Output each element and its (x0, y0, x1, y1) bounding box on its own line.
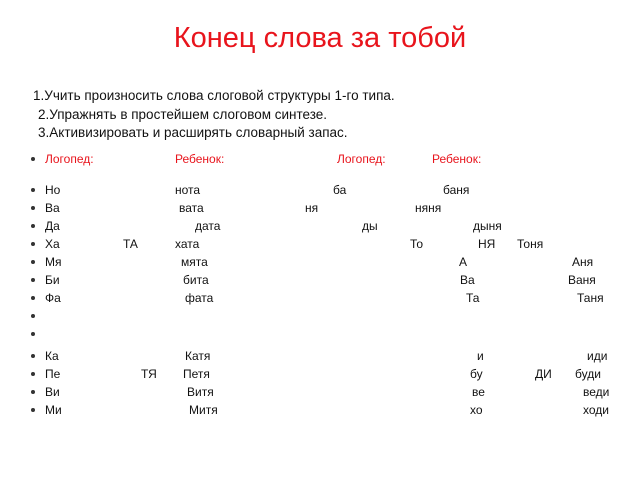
word: фата (185, 291, 214, 305)
word: нота (175, 183, 201, 197)
syllable: Ва (45, 201, 60, 215)
word: дыня (473, 219, 502, 233)
word: Аня (572, 255, 594, 269)
syllable: Би (45, 273, 60, 287)
syllable: А (459, 255, 468, 269)
bullet-icon (30, 181, 36, 199)
syllable: То (410, 237, 424, 251)
word: Петя (183, 367, 210, 381)
bullet-icon (30, 271, 36, 289)
list-item (30, 217, 630, 235)
header-row (30, 150, 630, 168)
syllable: бу (470, 367, 483, 381)
bullet-icon (30, 365, 36, 383)
list-item (30, 365, 630, 383)
list-item-empty (30, 325, 630, 343)
bullet-icon (30, 150, 36, 168)
bullet-icon (30, 289, 36, 307)
bullet-icon (30, 253, 36, 271)
word: няня (415, 201, 442, 215)
list-item (30, 383, 630, 401)
syllable: хо (470, 403, 483, 417)
goal-1: 1.Учить произносить слова слоговой структуры 1-го типа. (33, 88, 395, 103)
syllable: Ви (45, 385, 60, 399)
syllable: Да (45, 219, 60, 233)
header-child: Ребенок: (432, 152, 482, 166)
syllable: Мя (45, 255, 62, 269)
syllable: Фа (45, 291, 61, 305)
word: иди (587, 349, 608, 363)
bullet-icon (30, 401, 36, 419)
syllable: ня (305, 201, 319, 215)
word: ходи (583, 403, 609, 417)
syllable: и (477, 349, 484, 363)
word: Витя (187, 385, 214, 399)
list-item (30, 401, 630, 419)
syllable: Ха (45, 237, 60, 251)
syllable: Пе (45, 367, 61, 381)
word: бита (183, 273, 209, 287)
bullet-icon (30, 307, 36, 325)
word: Митя (189, 403, 218, 417)
word: мята (181, 255, 208, 269)
syllable: Но (45, 183, 61, 197)
header-speech-therapist: Логопед: (337, 152, 386, 166)
syllable: Ка (45, 349, 59, 363)
syllable: ды (362, 219, 378, 233)
bullet-icon (30, 325, 36, 343)
word: Тоня (517, 237, 544, 251)
header-child: Ребенок: (175, 152, 225, 166)
word: хата (175, 237, 200, 251)
list-item (30, 199, 630, 217)
syllable: ве (472, 385, 485, 399)
word: вата (179, 201, 204, 215)
bullet-icon (30, 217, 36, 235)
list-item (30, 271, 630, 289)
list-item (30, 253, 630, 271)
list-item (30, 235, 630, 253)
syllable: ДИ (535, 367, 552, 381)
word: Катя (185, 349, 211, 363)
syllable: ТЯ (141, 367, 157, 381)
syllable: Ва (460, 273, 475, 287)
list-item-empty (30, 307, 630, 325)
list-item (30, 181, 630, 199)
bullet-icon (30, 383, 36, 401)
syllable: Та (466, 291, 480, 305)
header-speech-therapist: Логопед: (45, 152, 94, 166)
goal-3: 3.Активизировать и расширять словарный запас. (38, 125, 348, 140)
syllable: ба (333, 183, 347, 197)
word: веди (583, 385, 610, 399)
bullet-icon (30, 235, 36, 253)
slide-title: Конец слова за тобой (173, 22, 467, 54)
list-item (30, 347, 630, 365)
goal-2: 2.Упражнять в простейшем слоговом синтезе. (38, 107, 328, 122)
syllable: ТА (123, 237, 138, 251)
word: Ваня (568, 273, 596, 287)
bullet-icon (30, 199, 36, 217)
word: Таня (577, 291, 604, 305)
syllable: НЯ (478, 237, 496, 251)
word: буди (575, 367, 601, 381)
bullet-icon (30, 347, 36, 365)
list-item (30, 289, 630, 307)
word: баня (443, 183, 470, 197)
syllable: Ми (45, 403, 62, 417)
word: дата (195, 219, 221, 233)
